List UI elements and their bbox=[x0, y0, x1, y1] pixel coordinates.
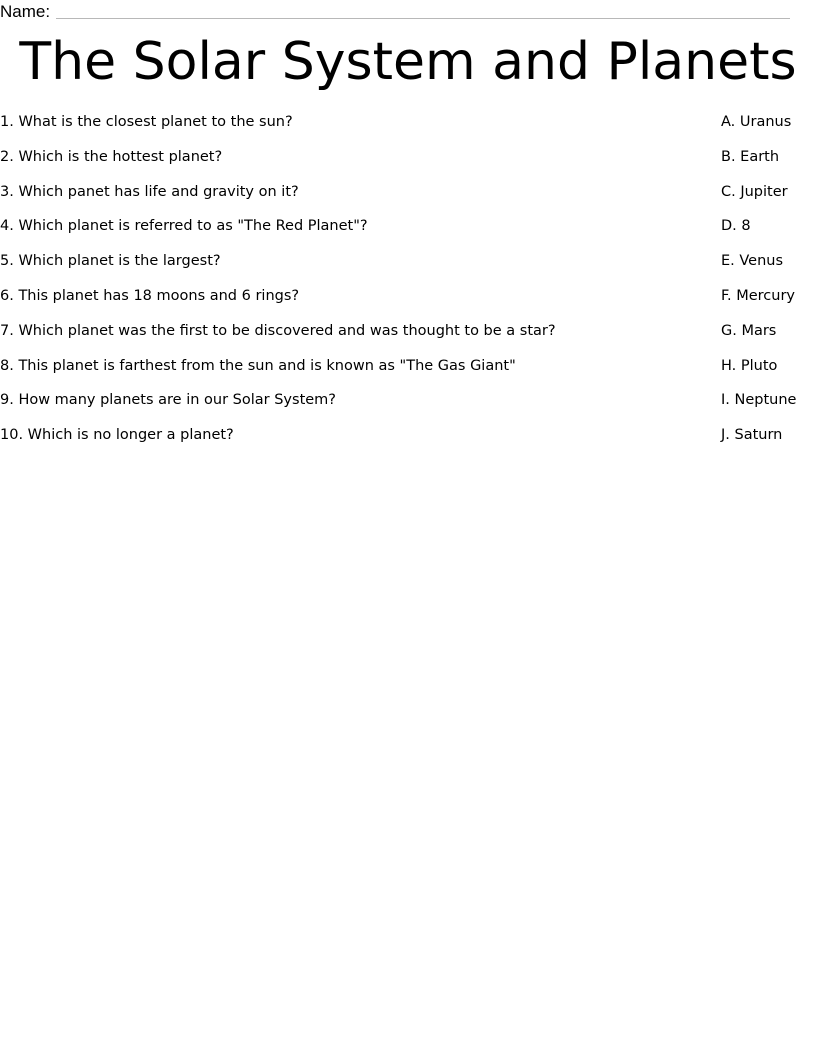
question-item: 1. What is the closest planet to the sun? bbox=[0, 114, 293, 130]
answer-item: A. Uranus bbox=[721, 114, 792, 130]
name-label: Name: bbox=[0, 2, 51, 21]
answer-list bbox=[721, 110, 816, 458]
question-item: 4. Which planet is referred to as "The Red Planet"? bbox=[0, 218, 368, 235]
name-row bbox=[0, 0, 790, 22]
answer-item: B. Earth bbox=[721, 148, 780, 165]
answer-item: G. Mars bbox=[721, 322, 777, 339]
question-item: 5. Which planet is the largest? bbox=[0, 253, 221, 270]
question-item: 2. Which is the hottest planet? bbox=[0, 148, 223, 165]
answer-item: F. Mercury bbox=[721, 287, 796, 304]
question-item: 3. Which panet has life and gravity on it? bbox=[0, 183, 299, 200]
question-item: 8. This planet is farthest from the sun and is known as "The Gas Giant" bbox=[0, 357, 516, 374]
question-list bbox=[0, 110, 700, 458]
answer-item: C. Jupiter bbox=[721, 183, 788, 200]
question-item: 6. This planet has 18 moons and 6 rings? bbox=[0, 287, 300, 304]
answer-item: I. Neptune bbox=[721, 392, 797, 409]
name-blank-line bbox=[56, 17, 790, 19]
question-item: 9. How many planets are in our Solar System? bbox=[0, 392, 336, 409]
answer-item: H. Pluto bbox=[721, 357, 778, 374]
answer-item: E. Venus bbox=[721, 253, 784, 270]
question-item: 10. Which is no longer a planet? bbox=[0, 427, 234, 444]
question-item: 7. Which planet was the first to be discovered and was thought to be a star? bbox=[0, 322, 556, 339]
page-title: The Solar System and Planets bbox=[19, 32, 797, 92]
answer-item: J. Saturn bbox=[721, 427, 783, 444]
answer-item: D. 8 bbox=[721, 218, 751, 235]
